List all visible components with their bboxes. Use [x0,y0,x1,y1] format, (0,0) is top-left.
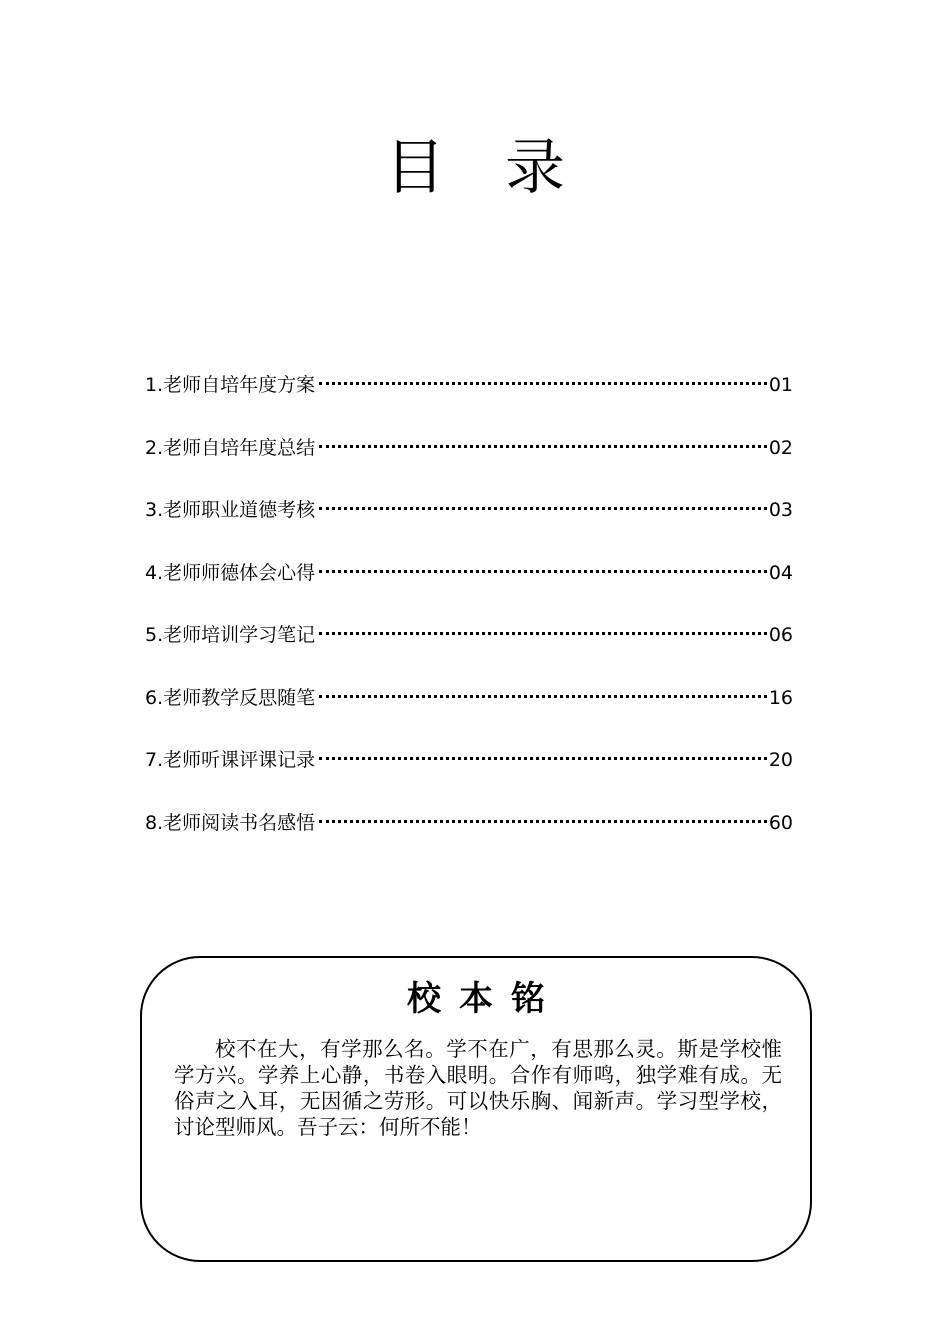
toc-page-number: 06 [768,624,793,646]
toc-page-number: 02 [768,436,793,459]
school-motto-box [140,956,812,1262]
toc-dot-leader [319,632,767,635]
toc-dot-leader [319,757,767,760]
toc-entry-label: 2.老师自培年度总结 [145,436,316,459]
page-title: 目 录 [385,133,565,203]
toc-dot-leader [319,570,767,573]
toc-entry-label: 7.老师听课评课记录 [145,749,316,771]
toc-entry-label: 1.老师自培年度方案 [145,374,316,396]
toc-page-number: 01 [768,374,793,396]
toc-page-number: 20 [768,749,793,771]
toc-dot-leader [319,445,767,448]
motto-text: 校不在大，有学那么名。学不在广，有思那么灵。斯是学校惟学方兴。学养上心静，书卷入眼明。合作有师鸣，独学难有成。无俗声之入耳，无因循之劳形。可以快乐胸、闻新声。学习型学校，讨论型师风。吾子云：何所不能！ [174,1037,782,1139]
toc-dot-leader [319,507,767,510]
toc-entry-4[interactable] [145,555,793,618]
toc-entry-8[interactable] [145,805,793,868]
toc-entry-label: 5.老师培训学习笔记 [145,624,316,646]
toc-dot-leader [319,820,767,823]
toc-dot-leader [319,695,767,698]
toc-entry-3[interactable] [145,492,793,555]
toc-entry-2[interactable] [145,430,793,493]
toc-entry-label: 6.老师教学反思随笔 [145,686,316,709]
toc-entry-7[interactable] [145,742,793,805]
toc-page-number: 04 [768,561,793,584]
toc-page-number: 03 [768,499,793,521]
toc-page-number: 60 [768,811,793,834]
toc-page-number: 16 [768,686,793,709]
toc-entry-label: 3.老师职业道德考核 [145,499,316,521]
toc-entry-5[interactable] [145,617,793,680]
toc-entry-1[interactable] [145,367,793,430]
motto-title: 校本铭 [407,979,563,1019]
toc-entry-label: 8.老师阅读书名感悟 [145,811,316,834]
table-of-contents [145,367,793,867]
toc-entry-6[interactable] [145,680,793,743]
toc-entry-label: 4.老师师德体会心得 [145,561,316,584]
toc-dot-leader [319,382,767,385]
